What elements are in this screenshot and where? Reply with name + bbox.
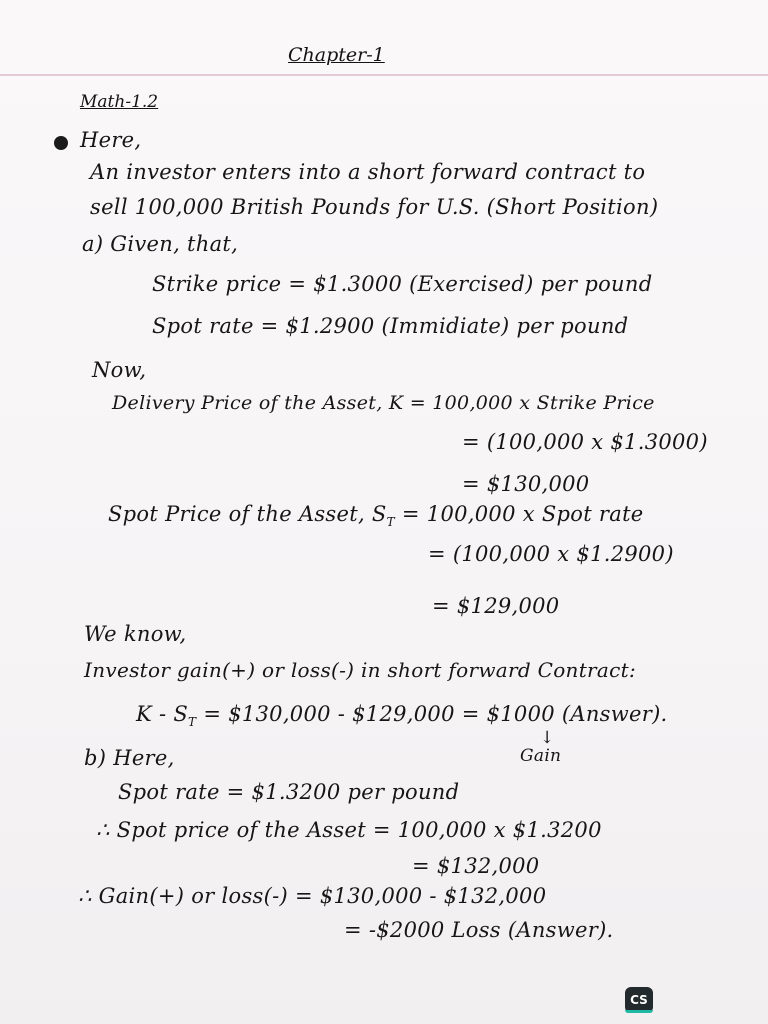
- text-line: An investor enters into a short forward contract to: [90, 160, 646, 184]
- page-title: Chapter-1: [288, 44, 385, 66]
- text-line: Now,: [92, 358, 147, 382]
- camscanner-logo: CS: [625, 987, 653, 1013]
- text-line: Spot rate = $1.2900 (Immidiate) per pound: [152, 314, 629, 338]
- text-line: Gain: [520, 746, 562, 766]
- subscript: T: [386, 515, 395, 530]
- text-part: K - S: [136, 702, 189, 726]
- text-line: We know,: [84, 622, 187, 646]
- text-line: ∴ Spot price of the Asset = 100,000 x $1.3200: [96, 818, 602, 842]
- text-line: Here,: [80, 128, 142, 152]
- subscript: T: [188, 715, 197, 730]
- text-line: [136, 702, 668, 729]
- text-line: = (100,000 x $1.3000): [462, 430, 708, 454]
- text-part: = 100,000 x Spot rate: [394, 502, 644, 526]
- page-rule: [0, 74, 768, 76]
- text-line: b) Here,: [84, 746, 175, 770]
- text-line: = $129,000: [432, 594, 560, 618]
- text-line: Investor gain(+) or loss(-) in short forward Contract:: [84, 658, 637, 682]
- text-line: [108, 502, 644, 529]
- logo-accent: [625, 1010, 653, 1013]
- text-line: = $130,000: [462, 472, 590, 496]
- text-part: Spot Price of the Asset, S: [108, 502, 387, 526]
- bullet-mark: [54, 136, 68, 150]
- text-line: = (100,000 x $1.2900): [428, 542, 674, 566]
- text-line: ∴ Gain(+) or loss(-) = $130,000 - $132,000: [78, 884, 547, 908]
- text-line: = -$2000 Loss (Answer).: [344, 918, 614, 942]
- text-line: a) Given, that,: [82, 232, 239, 256]
- text-line: Spot rate = $1.3200 per pound: [118, 780, 460, 804]
- problem-label: Math-1.2: [80, 92, 159, 112]
- text-line: Delivery Price of the Asset, K = 100,000 x Strike Price: [112, 392, 655, 414]
- text-line: Strike price = $1.3000 (Exercised) per pound: [152, 272, 653, 296]
- text-line: sell 100,000 British Pounds for U.S. (Short Position): [90, 195, 659, 219]
- text-part: = $130,000 - $129,000 = $1000 (Answer).: [196, 702, 668, 726]
- text-line: = $132,000: [412, 854, 540, 878]
- arrow-mark: ↓: [540, 728, 555, 748]
